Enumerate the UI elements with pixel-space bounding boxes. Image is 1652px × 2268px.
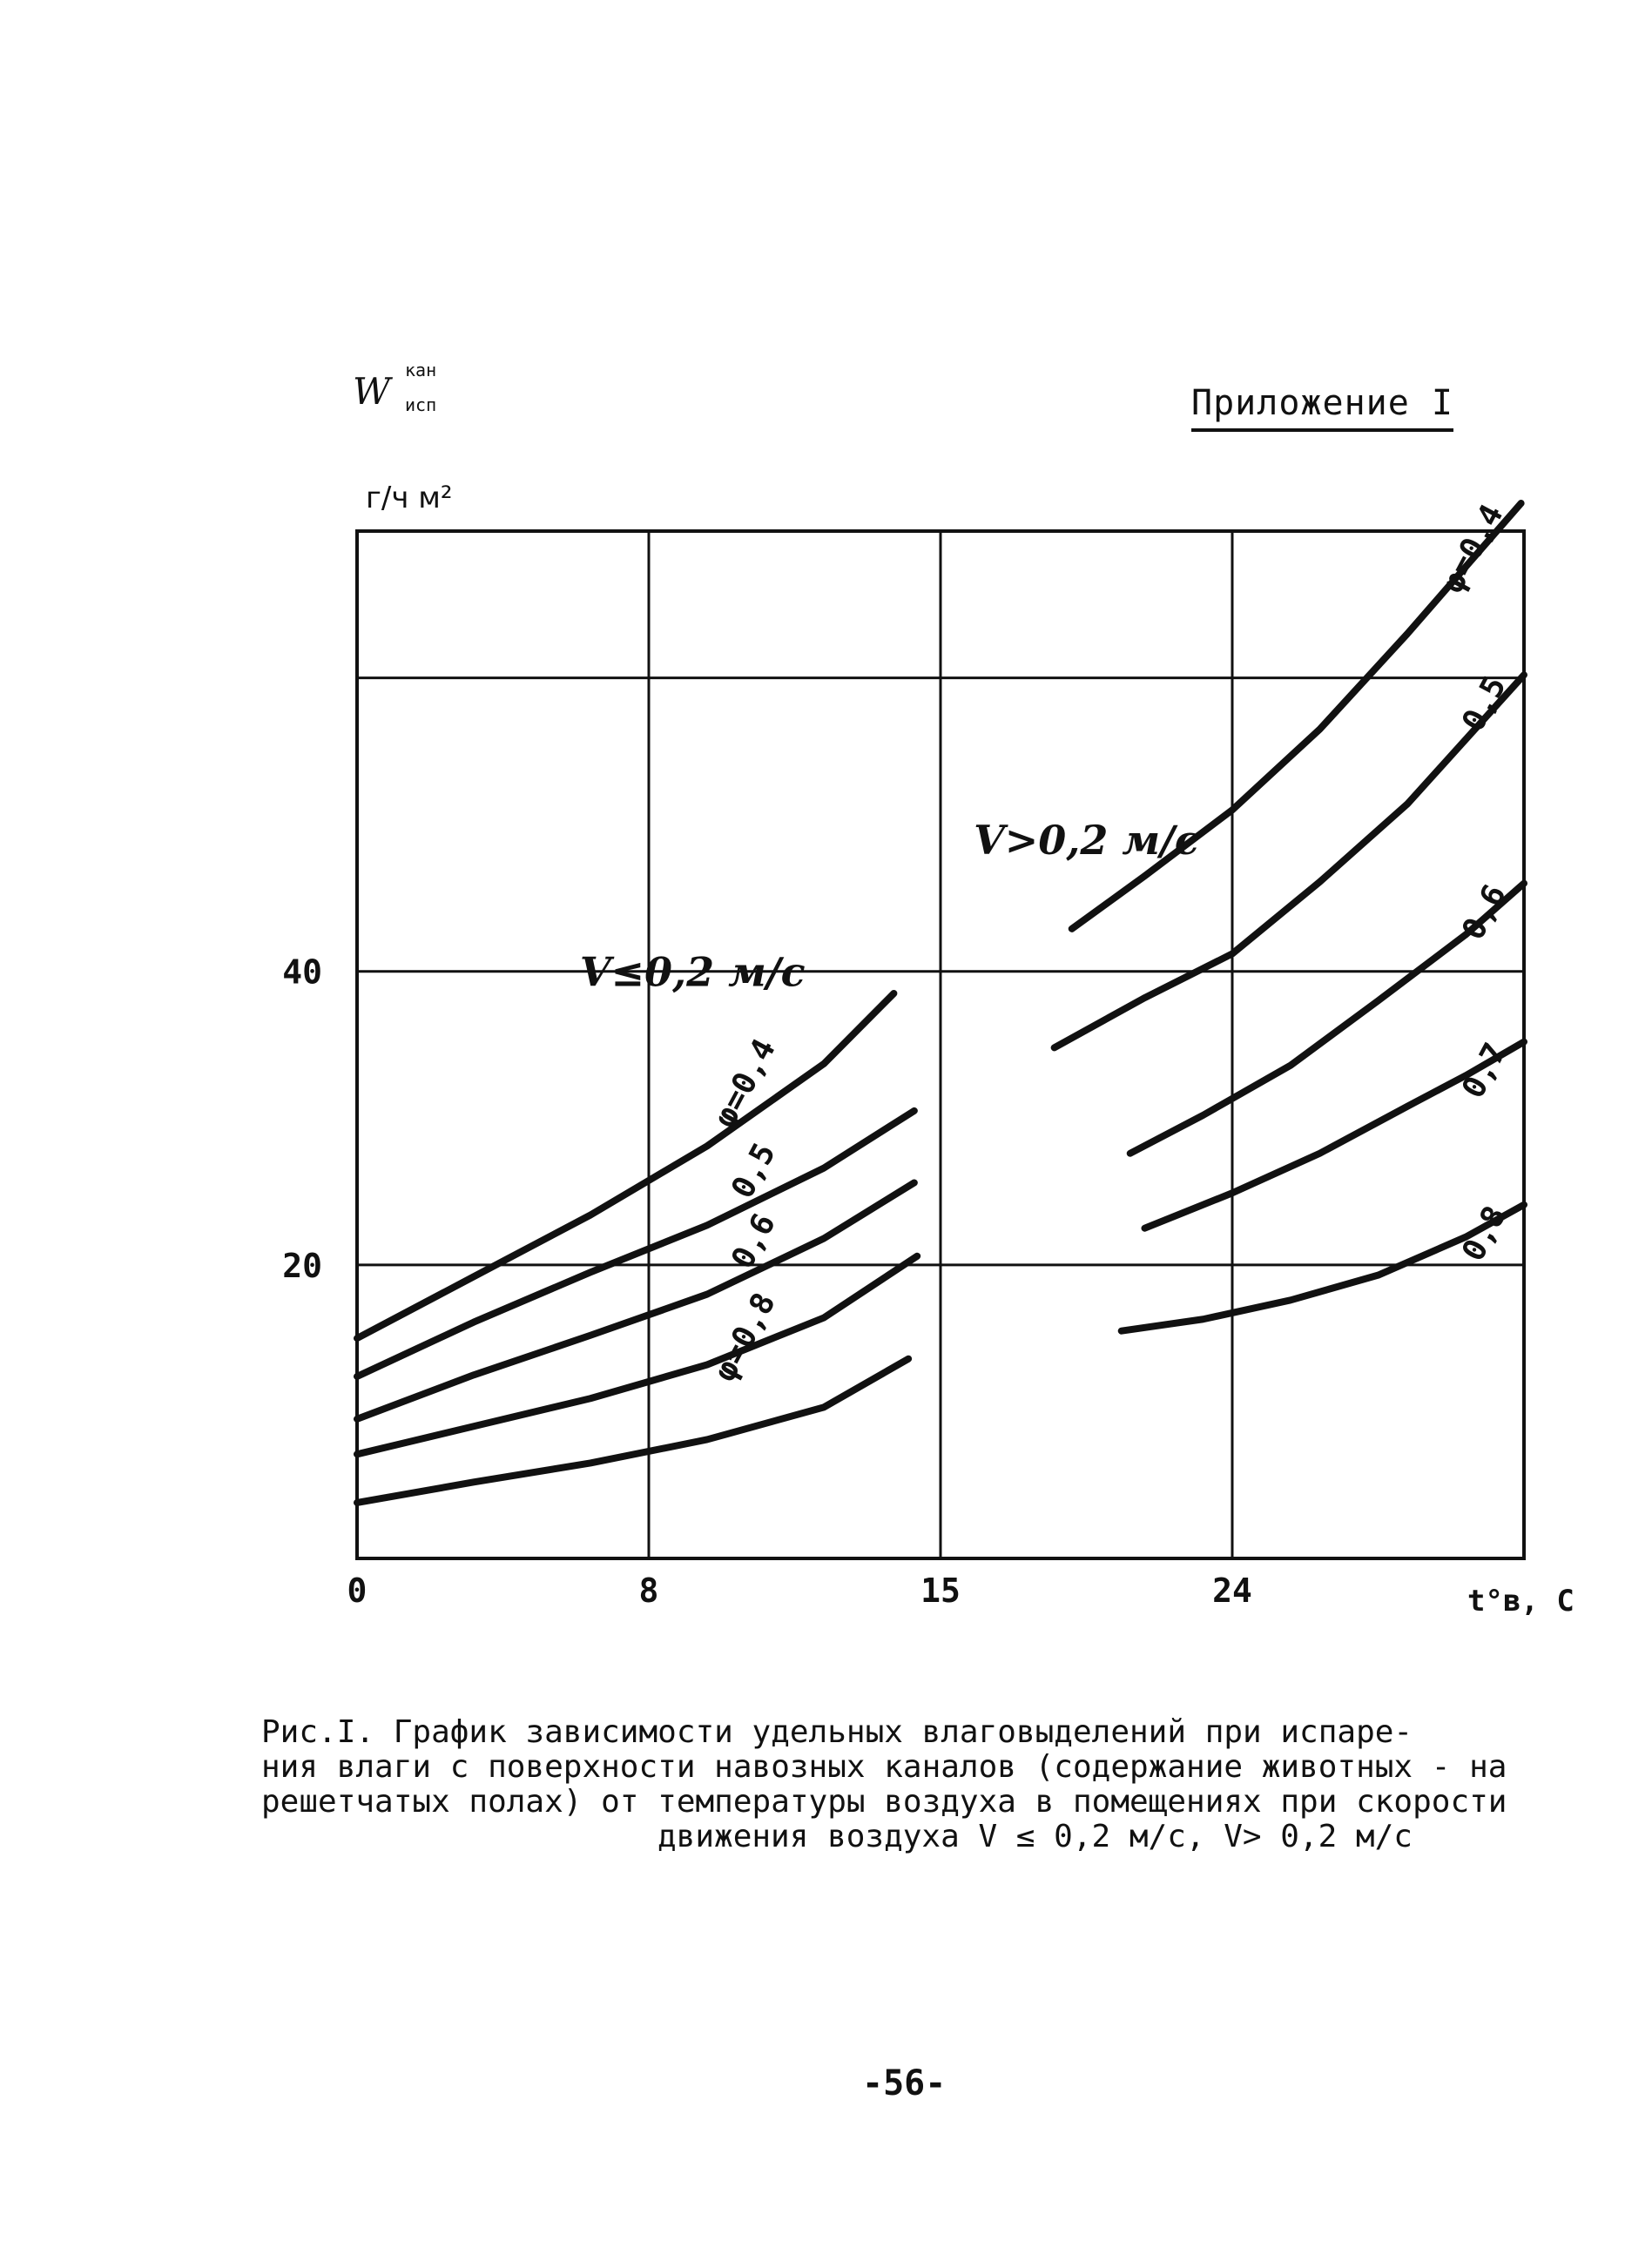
series-label-1: 0,5	[725, 1137, 783, 1205]
series-label-3: φ=0,8	[706, 1287, 783, 1388]
y-tick-label-0: 20	[282, 1246, 322, 1285]
series-line-4	[357, 1359, 908, 1503]
caption-line-3: решетчатых полах) от температуры воздуха в помещениях при скорости	[261, 1784, 1507, 1820]
x-axis-label: t°в, C	[1467, 1584, 1574, 1619]
appendix-label: Приложение I	[1191, 383, 1453, 432]
series-label-2: 0,6	[725, 1208, 783, 1275]
x-tick-label-1: 8	[638, 1571, 659, 1610]
y-axis-unit: г/ч м²	[366, 481, 453, 515]
x-tick-label-2: 15	[920, 1571, 961, 1610]
x-tick-label-0: 0	[347, 1571, 367, 1610]
series-line-1	[357, 1111, 914, 1376]
y-axis-symbol-main: W	[353, 370, 391, 413]
y-axis-symbol-superscript: кан	[405, 360, 437, 380]
figure-caption	[261, 1715, 1541, 1854]
grid	[357, 531, 1524, 1558]
page-number: -56-	[862, 2063, 947, 2103]
series-label-7: 0,6	[1455, 878, 1514, 946]
x-tick-label-3: 24	[1212, 1571, 1252, 1610]
series-label-6: 0,5	[1455, 670, 1514, 737]
caption-line-4: движения воздуха V ≤ 0,2 м/с, V> 0,2 м/с	[657, 1819, 1413, 1854]
caption-line-1: Рис.I. График зависимости удельных влаговыделений при испаре-	[261, 1714, 1413, 1750]
y-tick-label-1: 40	[282, 952, 322, 992]
series-label-9: 0,8	[1455, 1200, 1514, 1268]
series-labels	[707, 499, 1514, 1388]
regime-label-0: V≤0,2 м/с	[579, 948, 806, 996]
series-label-0: φ=0,4	[706, 1033, 783, 1134]
series-label-5: φ=0,4	[1434, 498, 1511, 599]
y-axis-symbol-subscript: исп	[405, 394, 437, 415]
series-label-8: 0,7	[1455, 1037, 1514, 1105]
series-line-9	[1122, 1205, 1524, 1331]
series-line-0	[357, 993, 893, 1338]
series-line-3	[357, 1256, 917, 1455]
regime-label-1: V>0,2 м/с	[974, 816, 1199, 864]
caption-line-2: ния влаги с поверхности навозных каналов (содержание животных - на	[261, 1749, 1507, 1785]
